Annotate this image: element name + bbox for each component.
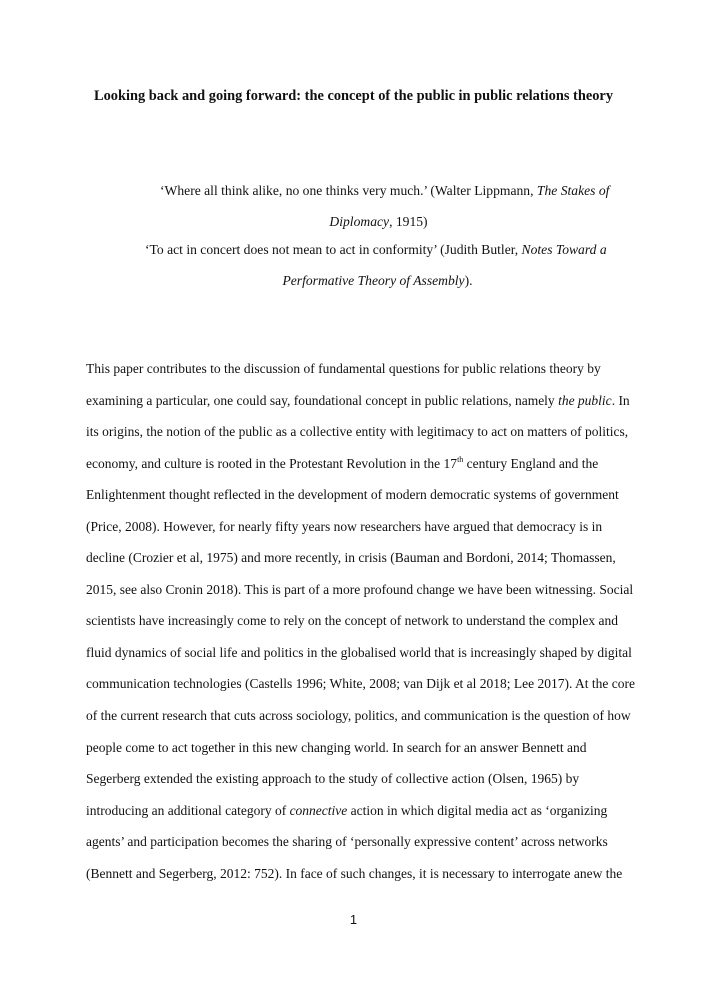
epigraph-line (145, 175, 610, 206)
text-line: its origins, the notion of the public as a collective entity with legitimacy to act on matters of politics, (86, 424, 629, 440)
epigraph-source-title: Diplomacy (329, 214, 390, 229)
epigraph-line (145, 206, 610, 237)
epigraph-text: ‘Where all think alike, no one thinks very much.’ (Walter Lippmann, (160, 183, 537, 198)
text-line (86, 448, 626, 480)
text-line: scientists have increasingly come to rely on the concept of network to understand the complex and (86, 613, 618, 629)
epigraph-source-title: Notes Toward a (521, 242, 607, 257)
page-number: 1 (349, 912, 358, 927)
epigraph-text: ). (464, 273, 473, 288)
text-line: (Price, 2008). However, for nearly fifty years now researchers have argued that democracy is in (86, 518, 603, 534)
text-line: fluid dynamics of social life and politics in the globalised world that is increasingly shaped by digital (86, 644, 632, 660)
paper-title: Looking back and going forward: the concept of the public in public relations theory (93, 88, 614, 104)
text-line: decline (Crozier et al, 1975) and more recently, in crisis (Bauman and Bordoni, 2014; Thomassen, (86, 550, 616, 566)
text-run: action in which digital media act as ‘organizing (347, 802, 608, 818)
text-line (86, 385, 630, 417)
text-line: This paper contributes to the discussion of fundamental questions for public relations theory by (86, 361, 601, 376)
epigraph-source-title: The Stakes of (536, 183, 610, 198)
text-line: agents’ and participation becomes the sharing of ‘personally expressive content’ across networks (86, 834, 608, 850)
epigraph-source-title: Performative Theory of Assembly (282, 273, 465, 288)
text-line: communication technologies (Castells 1996; White, 2008; van Dijk et al 2018; Lee 2017). At the core (86, 676, 636, 692)
emphasis-text: connective (289, 802, 348, 818)
text-run: century England and the (463, 455, 599, 471)
epigraph-butler (145, 234, 610, 296)
text-line: Enlightenment thought reflected in the development of modern democratic systems of government (86, 487, 619, 503)
body-paragraph (86, 353, 636, 889)
emphasis-text: the public (558, 392, 612, 408)
epigraph-line (145, 265, 610, 296)
text-run: examining a particular, one could say, foundational concept in public relations, namely (86, 392, 559, 408)
epigraph-lippmann (145, 175, 610, 237)
text-run: . In (611, 392, 630, 408)
epigraph-text: , 1915) (389, 214, 428, 229)
epigraph-text: ‘To act in concert does not mean to act in conformity’ (Judith Butler, (145, 242, 522, 257)
ordinal-superscript: th (457, 454, 464, 464)
text-run: introducing an additional category of (86, 802, 290, 818)
text-line: of the current research that cuts across sociology, politics, and communication is the question of how (86, 708, 631, 724)
text-run: economy, and culture is rooted in the Protestant Revolution in the 17 (86, 455, 458, 471)
epigraph-line (145, 234, 610, 265)
text-line: (Bennett and Segerberg, 2012: 752). In face of such changes, it is necessary to interrogate anew the (86, 865, 623, 881)
text-line (86, 795, 626, 827)
text-line: 2015, see also Cronin 2018). This is part of a more profound change we have been witnessing. Social (86, 581, 634, 597)
text-line: Segerberg extended the existing approach to the study of collective action (Olsen, 1965) by (86, 771, 580, 787)
text-line: people come to act together in this new changing world. In search for an answer Bennett and (86, 739, 587, 755)
